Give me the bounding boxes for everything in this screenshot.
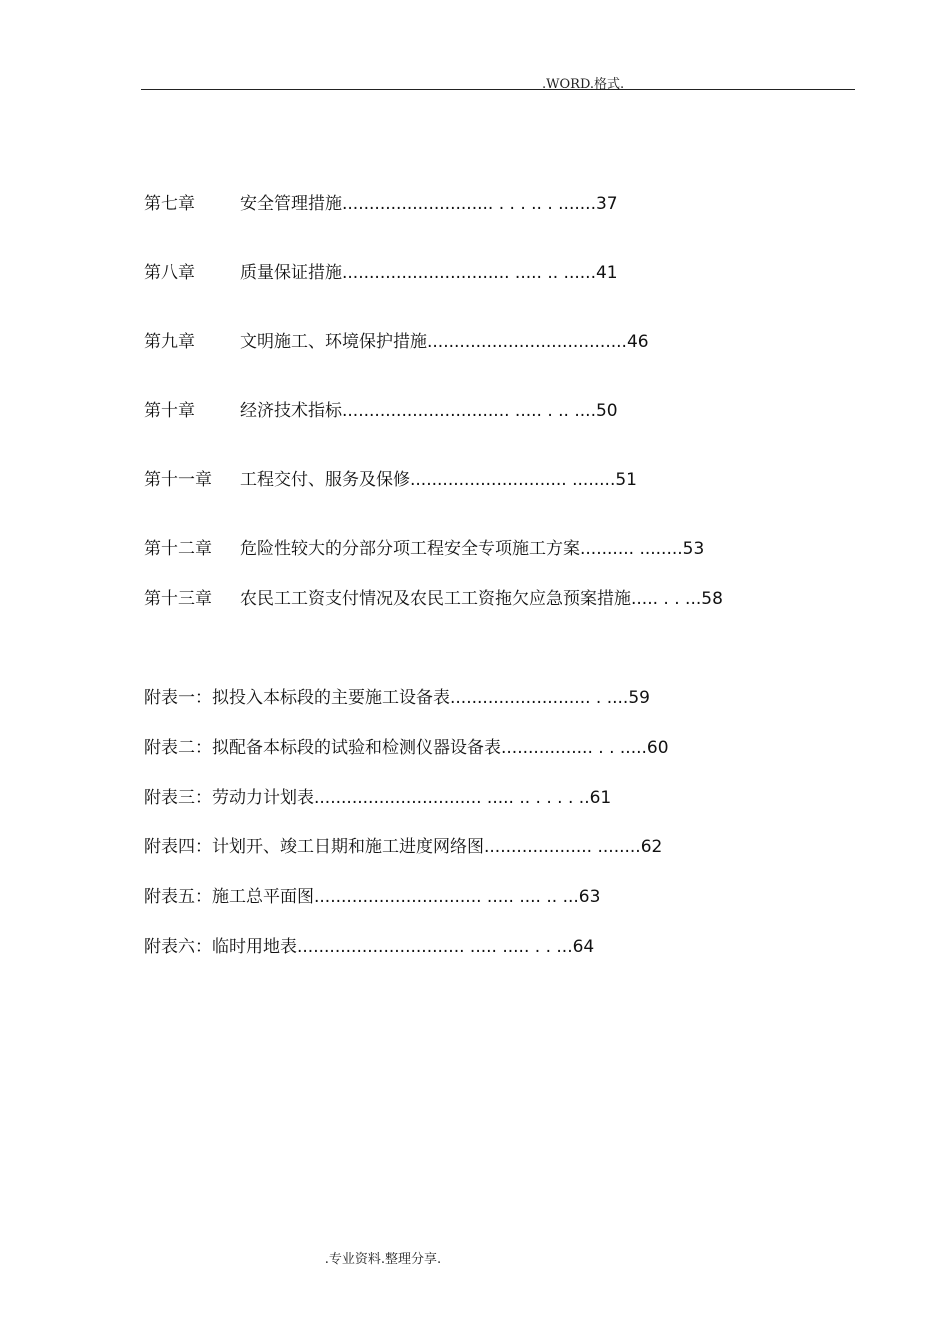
chapter-title: 农民工工资支付情况及农民工工资拖欠应急预案措施..... . . ...58	[240, 589, 723, 609]
appendix-title: 附表一：拟投入本标段的主要施工设备表.......................... . ....59	[144, 688, 650, 708]
appendix-title: 附表四：计划开、竣工日期和施工进度网络图.................... ........62	[144, 837, 663, 857]
chapter-label: 第七章	[144, 194, 195, 214]
page-header	[141, 62, 855, 90]
appendix-title: 附表五：施工总平面图............................... ..... .... .. ...63	[144, 887, 601, 907]
chapter-title: 安全管理措施............................ . . . .. . .......37	[240, 194, 618, 214]
chapter-title: 质量保证措施............................... ..... .. ......41	[240, 263, 618, 283]
chapter-label: 第十一章	[144, 470, 212, 490]
chapter-label: 第十三章	[144, 589, 212, 609]
appendix-title: 附表三：劳动力计划表............................... ..... .. . . . . ..61	[144, 788, 612, 808]
chapter-title: 工程交付、服务及保修............................. ........51	[240, 470, 637, 490]
chapter-title: 危险性较大的分部分项工程安全专项施工方案.......... ........53	[240, 539, 705, 559]
header-text: .WORD.格式.	[542, 77, 625, 92]
appendix-title: 附表六：临时用地表............................... ..... ..... . . ...64	[144, 937, 595, 957]
chapter-title: 经济技术指标............................... ..... . .. ....50	[240, 401, 618, 421]
chapter-title: 文明施工、环境保护措施.....................................46	[240, 332, 649, 352]
appendix-title: 附表二：拟配备本标段的试验和检测仪器设备表................. . . .....60	[144, 738, 669, 758]
chapter-label: 第九章	[144, 332, 195, 352]
chapter-label: 第十章	[144, 401, 195, 421]
chapter-label: 第十二章	[144, 539, 212, 559]
chapter-label: 第八章	[144, 263, 195, 283]
footer-text: .专业资料.整理分享.	[324, 1252, 442, 1267]
page-footer	[0, 1248, 950, 1267]
